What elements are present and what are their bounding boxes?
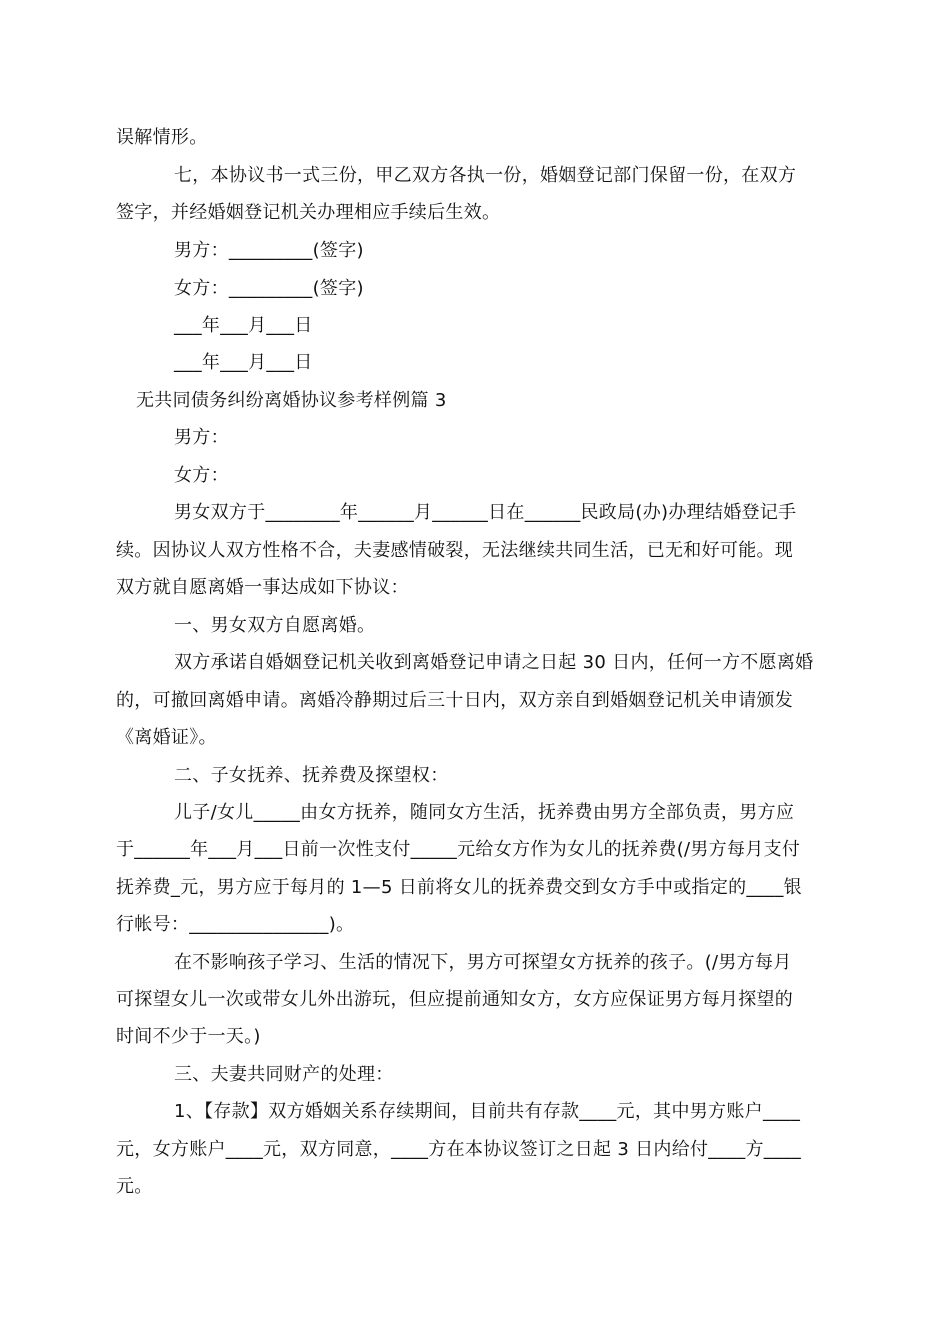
text-line: 于______年___月___日前一次性支付_____元给女方作为女儿的抚养费(/男方每月支付 [116, 839, 801, 860]
text-line: 误解情形。 [116, 127, 208, 148]
text-line: 续。因协议人双方性格不合，夫妻感情破裂，无法继续共同生活，已无和好可能。现 [116, 540, 794, 561]
date-line: ___年___月___日 [174, 315, 313, 336]
text-line: 的，可撤回离婚申请。离婚冷静期过后三十日内，双方亲自到婚姻登记机关申请颁发 [116, 690, 794, 711]
text-line: 1、【存款】双方婚姻关系存续期间，目前共有存款____元，其中男方账户____ [174, 1101, 801, 1122]
text-line: 签字，并经婚姻登记机关办理相应手续后生效。 [116, 202, 501, 223]
text-line: 《离婚证》。 [116, 727, 217, 748]
clause-heading: 一、男女双方自愿离婚。 [174, 615, 376, 636]
text-line: 在不影响孩子学习、生活的情况下，男方可探望女方抚养的孩子。(/男方每月 [174, 952, 792, 973]
text-line: 女方： [174, 465, 229, 486]
text-line: 男女双方于________年______月______日在______民政局(办)办理结婚登记手 [174, 502, 797, 523]
date-line: ___年___月___日 [174, 352, 313, 373]
text-line: 双方承诺自婚姻登记机关收到离婚登记申请之日起 30 日内，任何一方不愿离婚 [174, 652, 814, 673]
signature-line-male: 男方：_________(签字) [174, 240, 364, 261]
text-line: 男方： [174, 427, 229, 448]
text-line: 儿子/女儿_____由女方抚养，随同女方生活，抚养费由男方全部负责，男方应 [174, 802, 795, 823]
text-line: 元。 [116, 1176, 153, 1197]
text-line: 可探望女儿一次或带女儿外出游玩，但应提前通知女方，女方应保证男方每月探望的 [116, 989, 794, 1010]
text-line: 行帐号：_______________)。 [116, 914, 355, 935]
text-line: 抚养费_元，男方应于每月的 1—5 日前将女儿的抚养费交到女方手中或指定的____银 [116, 877, 802, 898]
clause-heading: 三、夫妻共同财产的处理： [174, 1064, 394, 1085]
clause-heading: 二、子女抚养、抚养费及探望权： [174, 765, 449, 786]
text-line: 七，本协议书一式三份，甲乙双方各执一份，婚姻登记部门保留一份，在双方 [174, 165, 797, 186]
text-line: 双方就自愿离婚一事达成如下协议： [116, 577, 409, 598]
text-line: 元，女方账户____元，双方同意，____方在本协议签订之日起 3 日内给付____方____ [116, 1139, 801, 1160]
signature-line-female: 女方：_________(签字) [174, 278, 364, 299]
section-heading: 无共同债务纠纷离婚协议参考样例篇 3 [136, 390, 447, 411]
text-line: 时间不少于一天。) [116, 1026, 261, 1047]
